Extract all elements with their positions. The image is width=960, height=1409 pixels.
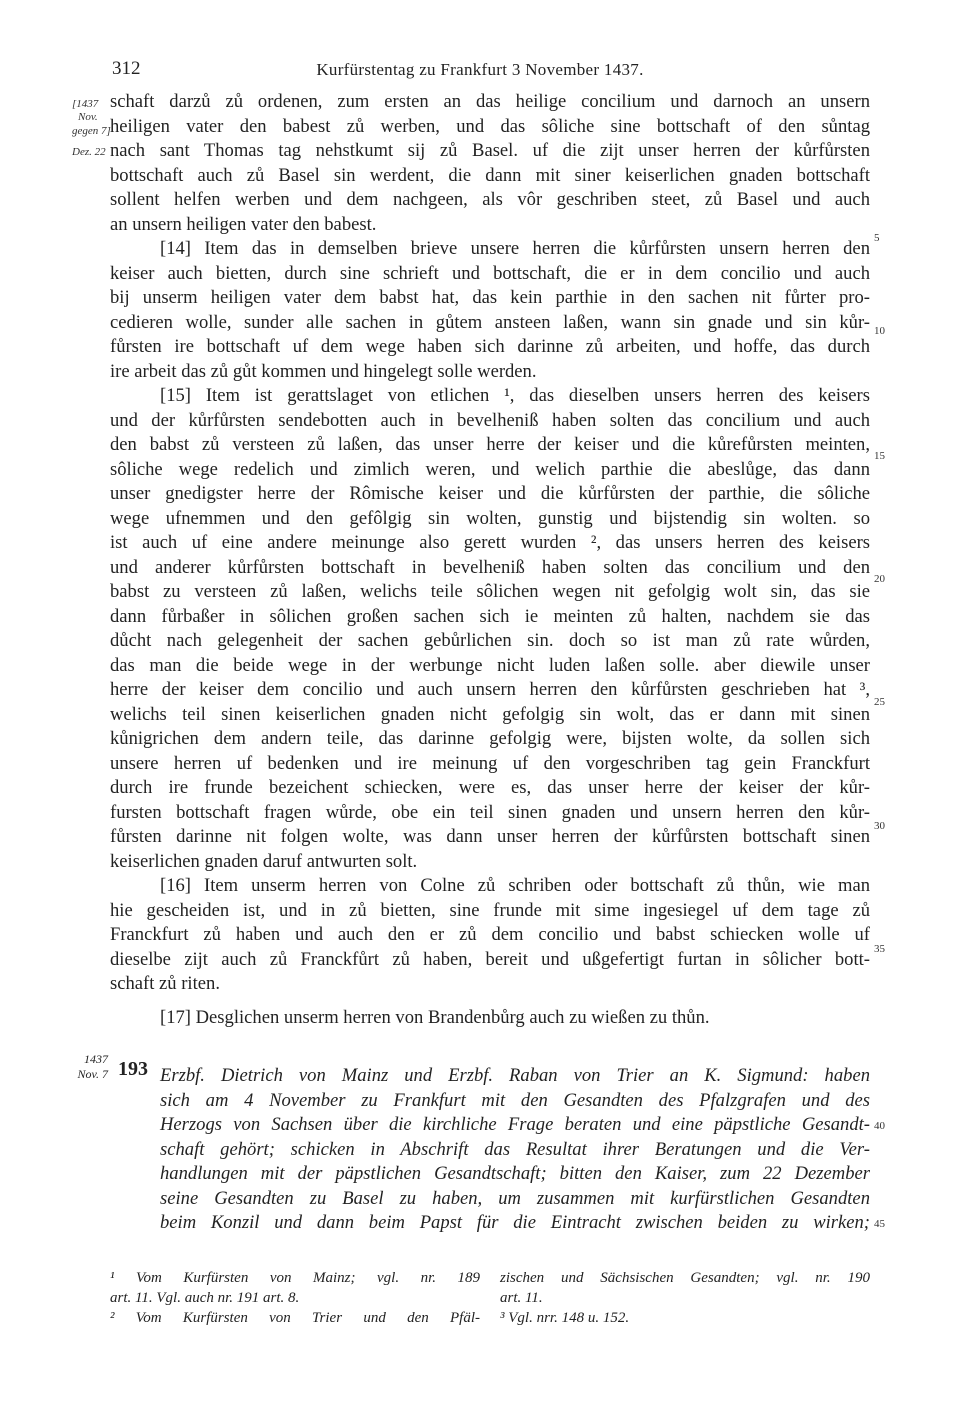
text-line: fůrsten darinne nit folgen wolte, was dann unser herren der kůrfůrsten bottschaft sinen: [110, 826, 870, 847]
text-line: und anderer kůrfůrsten bottschaft in bevelheniß haben solten das concilium und den: [110, 556, 870, 578]
text-line: herre der keiser dem concilio und auch unsern herren den kůrfůrsten geschrieben hat ³,: [110, 679, 870, 700]
regest-line: Herzogs von Sachsen über die kirchliche Frage beraten und eine päpstliche Gesandt-: [160, 1114, 870, 1135]
text-line: fursten bottschaft fragen wůrde, obe ein teil sinen gnaden und unsern herren den kůr-: [110, 801, 870, 823]
text-line: bij unserm heiligen vater dem babst hat, das kein parthie in den sachen nit fůrter pro-: [110, 287, 870, 308]
text-line: [15] Item ist gerattslaget von etlichen ¹, das dieselben unsers herren des keisers: [160, 385, 870, 406]
regest-line: handlungen mit der päpstlichen Gesandtschaft; bitten den Kaiser, zum 22 Dezember: [160, 1163, 870, 1184]
margin-date-line: gegen 7]: [72, 125, 111, 137]
regest-line: sich am 4 November zu Frankfurt mit den Gesandten des Pfalzgrafen und des: [160, 1089, 870, 1111]
regest-line: beim Konzil und dann beim Papst für die Eintracht zwischen beiden zu wirken;: [160, 1212, 870, 1233]
text-line: keiserlichen gnaden daruf antwurten solt.: [110, 850, 418, 872]
footnote-line: ¹ Vom Kurfürsten von Mainz; vgl. nr. 189: [110, 1270, 480, 1286]
line-number: 40: [874, 1120, 885, 1132]
document-date-line: Nov. 7: [77, 1067, 108, 1081]
text-line: unser gnedigster herre der Rômische keiser und die kůrfůrsten der parthie, die sôliche: [110, 483, 870, 504]
text-line: ist auch uf eine andere meinunge also gerett wurden ², das unsers herren des keisers: [110, 532, 870, 553]
margin-date-line: [1437: [72, 98, 99, 110]
footnotes: [110, 1268, 870, 1348]
text-line: [17] Desglichen unserm herren von Brandenbůrg auch zu wießen zu thůn.: [160, 1007, 710, 1028]
text-line: cedieren wolle, sunder alle sachen in gůtem ansteen laßen, wann sin gnade und sin kůr-: [110, 311, 870, 333]
text-line: babst zu versteen zů laßen, welichs teile sôlichen wegen nit gefolgig wolt sin, das sie: [110, 581, 870, 602]
text-line: schaft zů riten.: [110, 973, 220, 994]
text-line: wege ufnemmen und den gefôlgig sin wolten, gunstig und bijstendig sin wolten. so: [110, 507, 870, 529]
regest-line: seine Gesandten zu Basel zu haben, um zusammen mit kurfürstlichen Gesandten: [160, 1187, 870, 1209]
footnote-line: ³ Vgl. nrr. 148 u. 152.: [500, 1310, 630, 1326]
footnotes-left-column: [110, 1268, 480, 1328]
line-number: 5: [874, 232, 880, 244]
text-line: an unsern heiligen vater den babest.: [110, 213, 377, 235]
line-number: 25: [874, 696, 885, 708]
text-line: Franckfurt zů haben und auch den er zů dem concilio und babst schiecken wolle uf: [110, 924, 870, 945]
footnotes-right-column: [500, 1268, 870, 1328]
text-line: důcht nach gelegenheit der sachen gebůrlichen sin. doch so ist man zů rate wůrden,: [110, 630, 870, 651]
line-number: 20: [874, 573, 885, 585]
margin-date-line: Nov.: [78, 111, 98, 123]
document-number: 193: [118, 1058, 148, 1080]
text-line: bottschaft auch zů Basel sin werdent, die dann mit siner keiserlichen gnaden bottschaft: [110, 164, 870, 186]
line-number: 30: [874, 820, 885, 832]
text-line: kůnigrichen dem andern teile, das darinne gefolgig were, bijsten wolte, da sollen sich: [110, 728, 870, 749]
regest-line: Erzbf. Dietrich von Mainz und Erzbf. Raban von Trier an K. Sigmund: haben: [160, 1065, 870, 1086]
text-line: fůrsten ire bottschaft uf dem wege haben sich darinne zů arbeiten, und hoffe, das durch: [110, 336, 870, 357]
footnote-line: ² Vom Kurfürsten von Trier und den Pfäl-: [110, 1310, 480, 1326]
text-line: das man die beide wege in der werbunge nicht luden laßen solle. aber diewile unser: [110, 654, 870, 676]
line-number: 35: [874, 943, 885, 955]
text-line: dieselbe zijt auch zů Franckfůrt zů haben, bereit und ußgefertigt furtan in sôlicher bott-: [110, 948, 870, 970]
regest-line: schaft gehört; schicken in Abschrift das Resultat ihrer Beratungen und die Ver-: [160, 1138, 870, 1160]
running-title: Kurfürstentag zu Frankfurt 3 November 1437.: [316, 60, 644, 79]
text-line: schaft darzů zů ordenen, zum ersten an das heilige concilium und darnoch an unsern: [110, 91, 870, 112]
footnote-line: zischen und Sächsischen Gesandten; vgl. nr. 190: [500, 1270, 870, 1286]
margin-date-line: Dez. 22: [72, 146, 106, 158]
text-line: unsere herren uf bedenken und ire meinung uf den vorgeschriben tag gein Franckfurt: [110, 752, 870, 774]
footnote-line: art. 11. Vgl. auch nr. 191 art. 8.: [110, 1290, 300, 1306]
text-line: [16] Item unserm herren von Colne zů schriben oder bottschaft zů thůn, wie man: [160, 875, 870, 896]
text-line: sôliche wege redelich und zimlich weren, und welich parthie die abeslůge, das dann: [110, 458, 870, 480]
text-line: sollent helfen werben und dem nachgeen, als vôr geschriben steet, zů Basel und auch: [110, 189, 870, 210]
text-line: dann fůrbaßer in sôlichen großen sachen sich ie meinten zů halten, nachdem sie das: [110, 605, 870, 627]
text-line: den babst zů versteen zů laßen, das unser herre der keiser und die kůrefůrsten meinten,: [110, 434, 870, 455]
document-date-line: 1437: [84, 1052, 108, 1066]
text-line: durch ire frunde bezeichent schiecken, were es, das unser herre der keiser der kůr-: [110, 777, 870, 798]
text-line: ire arbeit das zů gůt kommen und hingelegt solle werden.: [110, 360, 537, 382]
text-line: nach sant Thomas tag nehstkumt sij zů Basel. uf die zijt unser herren der kůrfůrsten: [110, 140, 870, 161]
text-line: und der kůrfůrsten sendebotten auch in bevelheniß haben solten das concilium und auch: [110, 409, 870, 431]
footnote-line: art. 11.: [500, 1290, 543, 1306]
page-header: [0, 58, 960, 84]
text-line: hie gescheiden ist, und in zů bietten, sine frunde mit sime ingesiegel uf dem tage zů: [110, 899, 870, 921]
document-date-margin: [60, 1052, 108, 1082]
page-number: 312: [112, 58, 141, 79]
line-number: 15: [874, 450, 885, 462]
margin-date-note: [72, 98, 111, 159]
text-line: heiligen vater den babest zů werben, und das sôliche sine bottschaft of den sůntag: [110, 115, 870, 137]
text-line: [14] Item das in demselben brieve unsere herren die kůrfůrsten unsern herren den: [160, 238, 870, 259]
line-number: 45: [874, 1218, 885, 1230]
text-line: welichs teil sinen keiserlichen gnaden nicht gefolgig sin wolt, das er dann mit sinen: [110, 703, 870, 725]
line-number: 10: [874, 325, 885, 337]
text-line: keiser auch bietten, durch sine schrieft und bottschaft, die er in dem concilio und auch: [110, 262, 870, 284]
